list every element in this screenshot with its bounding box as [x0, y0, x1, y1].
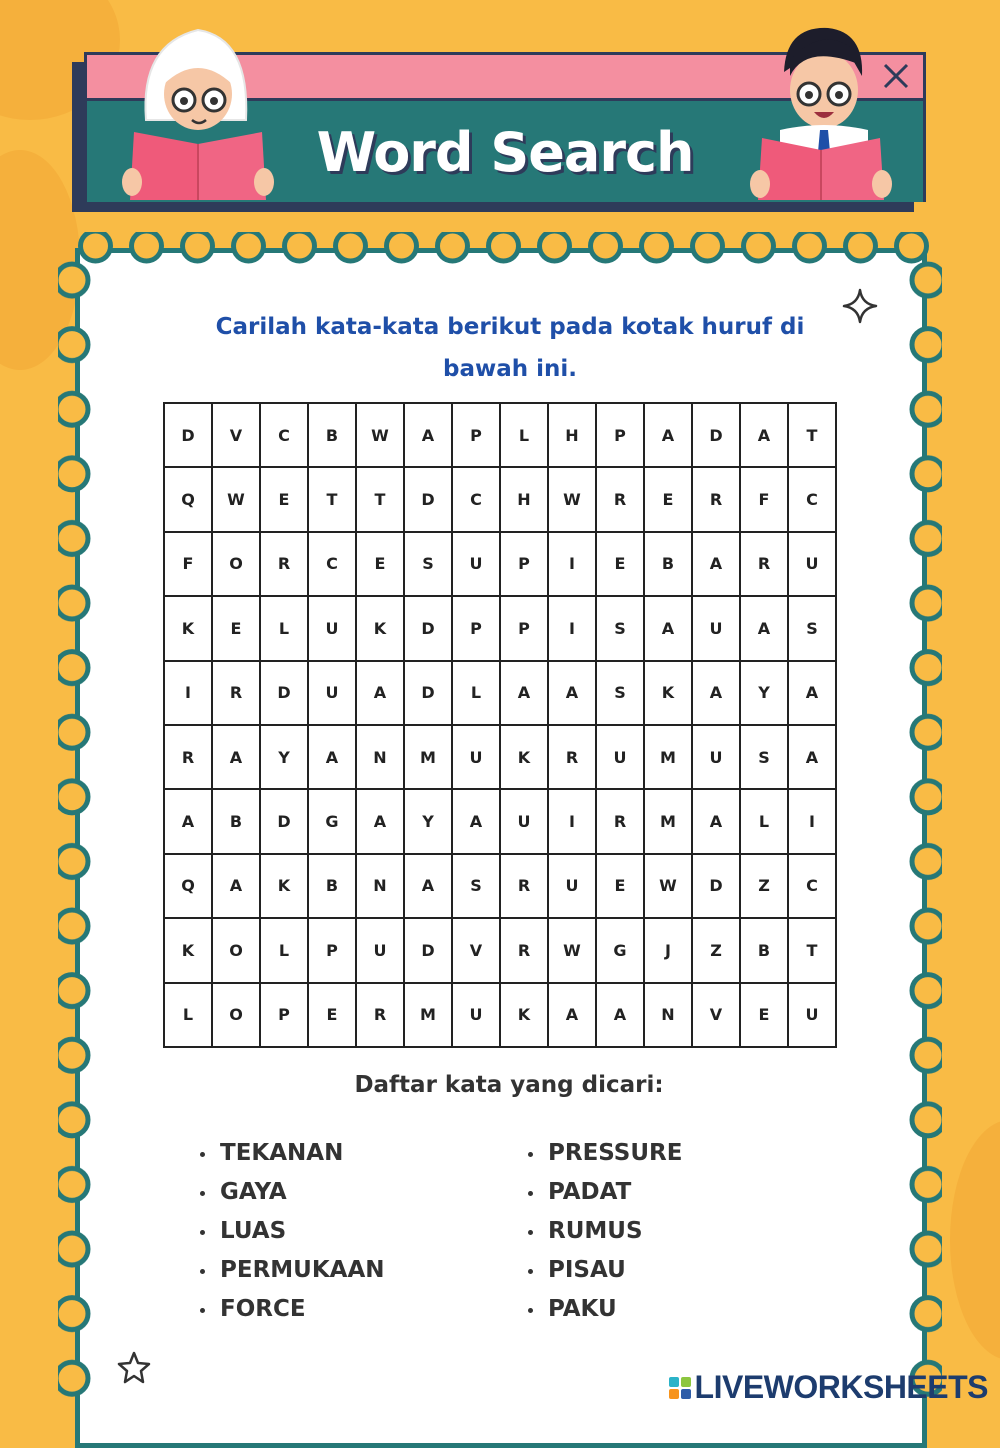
- word-list-item: GAYA: [200, 1173, 385, 1212]
- grid-cell[interactable]: Z: [693, 919, 741, 983]
- grid-cell[interactable]: L: [501, 404, 549, 468]
- grid-cell[interactable]: U: [453, 984, 501, 1048]
- grid-cell[interactable]: A: [741, 404, 789, 468]
- grid-cell[interactable]: I: [165, 662, 213, 726]
- grid-cell[interactable]: D: [261, 790, 309, 854]
- grid-cell[interactable]: T: [789, 404, 837, 468]
- grid-cell[interactable]: P: [309, 919, 357, 983]
- liveworksheets-logo-icon: [669, 1377, 691, 1399]
- grid-cell[interactable]: A: [453, 790, 501, 854]
- grid-cell[interactable]: M: [405, 726, 453, 790]
- grid-cell[interactable]: H: [501, 468, 549, 532]
- grid-cell[interactable]: R: [165, 726, 213, 790]
- grid-cell[interactable]: O: [213, 533, 261, 597]
- grid-cell[interactable]: A: [309, 726, 357, 790]
- grid-cell[interactable]: F: [741, 468, 789, 532]
- grid-cell[interactable]: A: [357, 662, 405, 726]
- grid-cell[interactable]: T: [357, 468, 405, 532]
- grid-cell[interactable]: A: [693, 662, 741, 726]
- grid-cell[interactable]: B: [309, 855, 357, 919]
- grid-cell[interactable]: M: [645, 790, 693, 854]
- grid-cell[interactable]: Y: [261, 726, 309, 790]
- word-list-title: Daftar kata yang dicari:: [354, 1072, 664, 1098]
- grid-cell[interactable]: J: [645, 919, 693, 983]
- grid-cell[interactable]: A: [165, 790, 213, 854]
- word-list-item: TEKANAN: [200, 1134, 385, 1173]
- grid-cell[interactable]: S: [597, 597, 645, 661]
- grid-cell[interactable]: I: [549, 533, 597, 597]
- grid-cell[interactable]: B: [213, 790, 261, 854]
- page-title: Word Search: [316, 121, 694, 184]
- word-list-item: LUAS: [200, 1212, 385, 1251]
- grid-cell[interactable]: Q: [165, 468, 213, 532]
- grid-cell[interactable]: E: [213, 597, 261, 661]
- grid-cell[interactable]: A: [597, 984, 645, 1048]
- grid-cell[interactable]: A: [645, 597, 693, 661]
- grid-cell[interactable]: G: [597, 919, 645, 983]
- grid-cell[interactable]: A: [741, 597, 789, 661]
- grid-cell[interactable]: K: [261, 855, 309, 919]
- paper-scallop-left: [58, 248, 92, 1414]
- grid-cell[interactable]: A: [357, 790, 405, 854]
- word-list-item: PAKU: [528, 1290, 682, 1329]
- grid-cell[interactable]: R: [501, 919, 549, 983]
- grid-cell[interactable]: R: [741, 533, 789, 597]
- grid-cell[interactable]: W: [549, 919, 597, 983]
- grid-cell[interactable]: L: [453, 662, 501, 726]
- grid-cell[interactable]: U: [789, 984, 837, 1048]
- star-icon: [116, 1350, 152, 1386]
- word-list-item: FORCE: [200, 1290, 385, 1329]
- paper-scallop-top: [70, 232, 932, 268]
- grid-cell[interactable]: A: [213, 726, 261, 790]
- grid-cell[interactable]: D: [693, 404, 741, 468]
- sparkle-icon: [842, 288, 878, 324]
- word-search-grid: [163, 402, 837, 1048]
- grid-cell[interactable]: O: [213, 919, 261, 983]
- grid-cell[interactable]: U: [549, 855, 597, 919]
- grid-cell[interactable]: D: [405, 597, 453, 661]
- grid-cell[interactable]: W: [213, 468, 261, 532]
- grid-cell[interactable]: P: [453, 404, 501, 468]
- grid-cell[interactable]: M: [645, 726, 693, 790]
- grid-cell[interactable]: D: [693, 855, 741, 919]
- word-list-item: RUMUS: [528, 1212, 682, 1251]
- grid-cell[interactable]: T: [309, 468, 357, 532]
- grid-cell[interactable]: L: [261, 597, 309, 661]
- grid-cell[interactable]: B: [309, 404, 357, 468]
- grid-cell[interactable]: R: [357, 984, 405, 1048]
- grid-cell[interactable]: D: [405, 919, 453, 983]
- grid-cell[interactable]: V: [453, 919, 501, 983]
- word-list-item: PRESSURE: [528, 1134, 682, 1173]
- grid-cell[interactable]: E: [597, 855, 645, 919]
- grid-cell[interactable]: I: [789, 790, 837, 854]
- grid-cell[interactable]: V: [693, 984, 741, 1048]
- grid-cell[interactable]: U: [453, 533, 501, 597]
- grid-cell[interactable]: P: [261, 984, 309, 1048]
- grid-cell[interactable]: U: [501, 790, 549, 854]
- grid-cell[interactable]: F: [165, 533, 213, 597]
- grid-cell[interactable]: C: [789, 468, 837, 532]
- grid-cell[interactable]: U: [357, 919, 405, 983]
- grid-cell[interactable]: H: [549, 404, 597, 468]
- grid-cell[interactable]: D: [405, 662, 453, 726]
- grid-cell[interactable]: I: [549, 597, 597, 661]
- grid-cell[interactable]: L: [741, 790, 789, 854]
- grid-cell[interactable]: K: [357, 597, 405, 661]
- grid-cell[interactable]: R: [597, 468, 645, 532]
- grid-cell[interactable]: S: [741, 726, 789, 790]
- grid-cell[interactable]: E: [645, 468, 693, 532]
- grid-cell[interactable]: W: [645, 855, 693, 919]
- girl-reading-illustration: [118, 24, 278, 204]
- grid-cell[interactable]: S: [453, 855, 501, 919]
- grid-cell[interactable]: R: [261, 533, 309, 597]
- grid-cell[interactable]: A: [789, 662, 837, 726]
- grid-cell[interactable]: S: [405, 533, 453, 597]
- grid-cell[interactable]: R: [213, 662, 261, 726]
- grid-cell[interactable]: U: [453, 726, 501, 790]
- grid-cell[interactable]: N: [645, 984, 693, 1048]
- grid-cell[interactable]: Q: [165, 855, 213, 919]
- grid-cell[interactable]: K: [501, 726, 549, 790]
- grid-cell[interactable]: W: [549, 468, 597, 532]
- grid-cell[interactable]: C: [309, 533, 357, 597]
- instruction-text: Carilah kata-kata berikut pada kotak huruf di bawah ini.: [215, 314, 805, 382]
- grid-cell[interactable]: E: [357, 533, 405, 597]
- grid-cell[interactable]: C: [261, 404, 309, 468]
- grid-cell[interactable]: B: [645, 533, 693, 597]
- boy-reading-illustration: [746, 20, 896, 204]
- word-list-column-1: [200, 1134, 385, 1329]
- grid-cell[interactable]: D: [165, 404, 213, 468]
- grid-cell[interactable]: Z: [741, 855, 789, 919]
- grid-cell[interactable]: U: [693, 726, 741, 790]
- grid-cell[interactable]: Y: [741, 662, 789, 726]
- grid-cell[interactable]: D: [405, 468, 453, 532]
- word-list-column-2: [528, 1134, 682, 1329]
- grid-cell[interactable]: R: [501, 855, 549, 919]
- grid-cell[interactable]: K: [501, 984, 549, 1048]
- grid-cell[interactable]: U: [789, 533, 837, 597]
- grid-cell[interactable]: Y: [405, 790, 453, 854]
- grid-cell[interactable]: K: [645, 662, 693, 726]
- word-list-item: PISAU: [528, 1251, 682, 1290]
- grid-cell[interactable]: T: [789, 919, 837, 983]
- grid-cell[interactable]: P: [501, 533, 549, 597]
- word-list-item: PADAT: [528, 1173, 682, 1212]
- grid-cell[interactable]: I: [549, 790, 597, 854]
- grid-cell[interactable]: P: [453, 597, 501, 661]
- grid-cell[interactable]: A: [789, 726, 837, 790]
- grid-cell[interactable]: D: [261, 662, 309, 726]
- grid-cell[interactable]: E: [261, 468, 309, 532]
- grid-cell[interactable]: L: [165, 984, 213, 1048]
- grid-cell[interactable]: A: [213, 855, 261, 919]
- grid-cell[interactable]: E: [309, 984, 357, 1048]
- word-list-item: PERMUKAAN: [200, 1251, 385, 1290]
- liveworksheets-brand[interactable]: [669, 1369, 988, 1406]
- grid-cell[interactable]: N: [357, 855, 405, 919]
- grid-cell[interactable]: M: [405, 984, 453, 1048]
- grid-cell[interactable]: W: [357, 404, 405, 468]
- grid-cell[interactable]: P: [597, 404, 645, 468]
- paper-scallop-right: [908, 248, 942, 1414]
- grid-cell[interactable]: U: [597, 726, 645, 790]
- brand-text: LIVEWORKSHEETS: [694, 1369, 988, 1405]
- background-blob: [950, 1120, 1000, 1360]
- grid-cell[interactable]: A: [693, 533, 741, 597]
- grid-cell[interactable]: R: [693, 468, 741, 532]
- grid-cell[interactable]: A: [645, 404, 693, 468]
- grid-cell[interactable]: U: [693, 597, 741, 661]
- grid-cell[interactable]: S: [789, 597, 837, 661]
- grid-cell[interactable]: A: [549, 984, 597, 1048]
- grid-cell[interactable]: O: [213, 984, 261, 1048]
- grid-cell[interactable]: C: [453, 468, 501, 532]
- grid-cell[interactable]: A: [405, 855, 453, 919]
- grid-cell[interactable]: E: [741, 984, 789, 1048]
- grid-cell[interactable]: K: [165, 597, 213, 661]
- grid-cell[interactable]: P: [501, 597, 549, 661]
- grid-cell[interactable]: A: [405, 404, 453, 468]
- grid-cell[interactable]: A: [693, 790, 741, 854]
- grid-cell[interactable]: R: [549, 726, 597, 790]
- grid-cell[interactable]: A: [549, 662, 597, 726]
- grid-cell[interactable]: U: [309, 662, 357, 726]
- grid-cell[interactable]: U: [309, 597, 357, 661]
- grid-cell[interactable]: C: [789, 855, 837, 919]
- grid-cell[interactable]: N: [357, 726, 405, 790]
- grid-cell[interactable]: E: [597, 533, 645, 597]
- grid-cell[interactable]: A: [501, 662, 549, 726]
- grid-cell[interactable]: B: [741, 919, 789, 983]
- grid-cell[interactable]: G: [309, 790, 357, 854]
- grid-cell[interactable]: K: [165, 919, 213, 983]
- grid-cell[interactable]: L: [261, 919, 309, 983]
- grid-cell[interactable]: R: [597, 790, 645, 854]
- grid-cell[interactable]: S: [597, 662, 645, 726]
- grid-cell[interactable]: V: [213, 404, 261, 468]
